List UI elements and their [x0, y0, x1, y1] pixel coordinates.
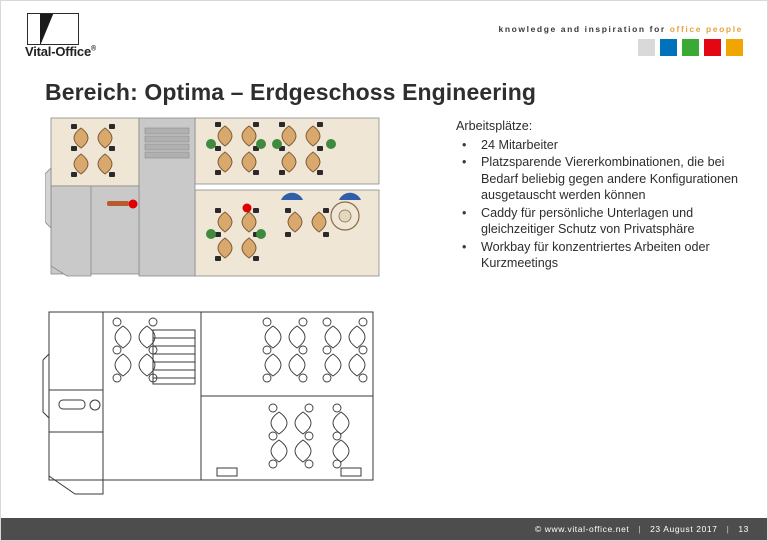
header-tagline: knowledge and inspiration for office people [498, 24, 743, 34]
list-item-label: Caddy für persönliche Unterlagen und gleichzeitiger Schutz von Privatsphäre [481, 205, 695, 236]
footer-separator: | [726, 524, 730, 534]
bullet-list [456, 137, 748, 272]
floor-plan-linedrawing [41, 308, 381, 513]
swatch-grey [638, 39, 655, 56]
slide-footer [1, 518, 767, 540]
page-title: Bereich: Optima – Erdgeschoss Engineering [45, 79, 537, 105]
brand-logo[interactable] [25, 13, 115, 59]
list-item [456, 205, 748, 238]
logo-wordmark: Vital-Office® [25, 44, 96, 59]
footer-separator: | [638, 524, 642, 534]
list-item [456, 154, 748, 204]
slide-header [1, 1, 767, 63]
bullet-marker: • [462, 205, 467, 220]
swatch-green [682, 39, 699, 56]
footer-copyright[interactable]: © www.vital-office.net [534, 524, 630, 534]
content-text [456, 118, 748, 273]
list-item-label: 24 Mitarbeiter [481, 137, 558, 152]
bullet-marker: • [462, 155, 467, 169]
swatch-blue [660, 39, 677, 56]
list-item [456, 137, 748, 154]
footer-page-number: 13 [738, 524, 749, 534]
brand-swatches [638, 39, 743, 56]
logo-mark-icon [27, 13, 79, 45]
bullet-marker: • [462, 137, 467, 152]
content-lead: Arbeitsplätze: [456, 119, 533, 133]
list-item [456, 239, 748, 272]
list-item-label: Platzsparende Viererkombinationen, die bei Bedarf beliebig gegen andere Konfigurationen ausgetauscht werden können [481, 155, 738, 202]
swatch-orange [726, 39, 743, 56]
footer-date: 23 August 2017 [650, 524, 718, 534]
list-item-label: Workbay für konzentriertes Arbeiten oder Kurzmeetings [481, 239, 710, 270]
swatch-red [704, 39, 721, 56]
bullet-marker: • [462, 239, 467, 254]
floor-plan-colored [45, 116, 383, 284]
